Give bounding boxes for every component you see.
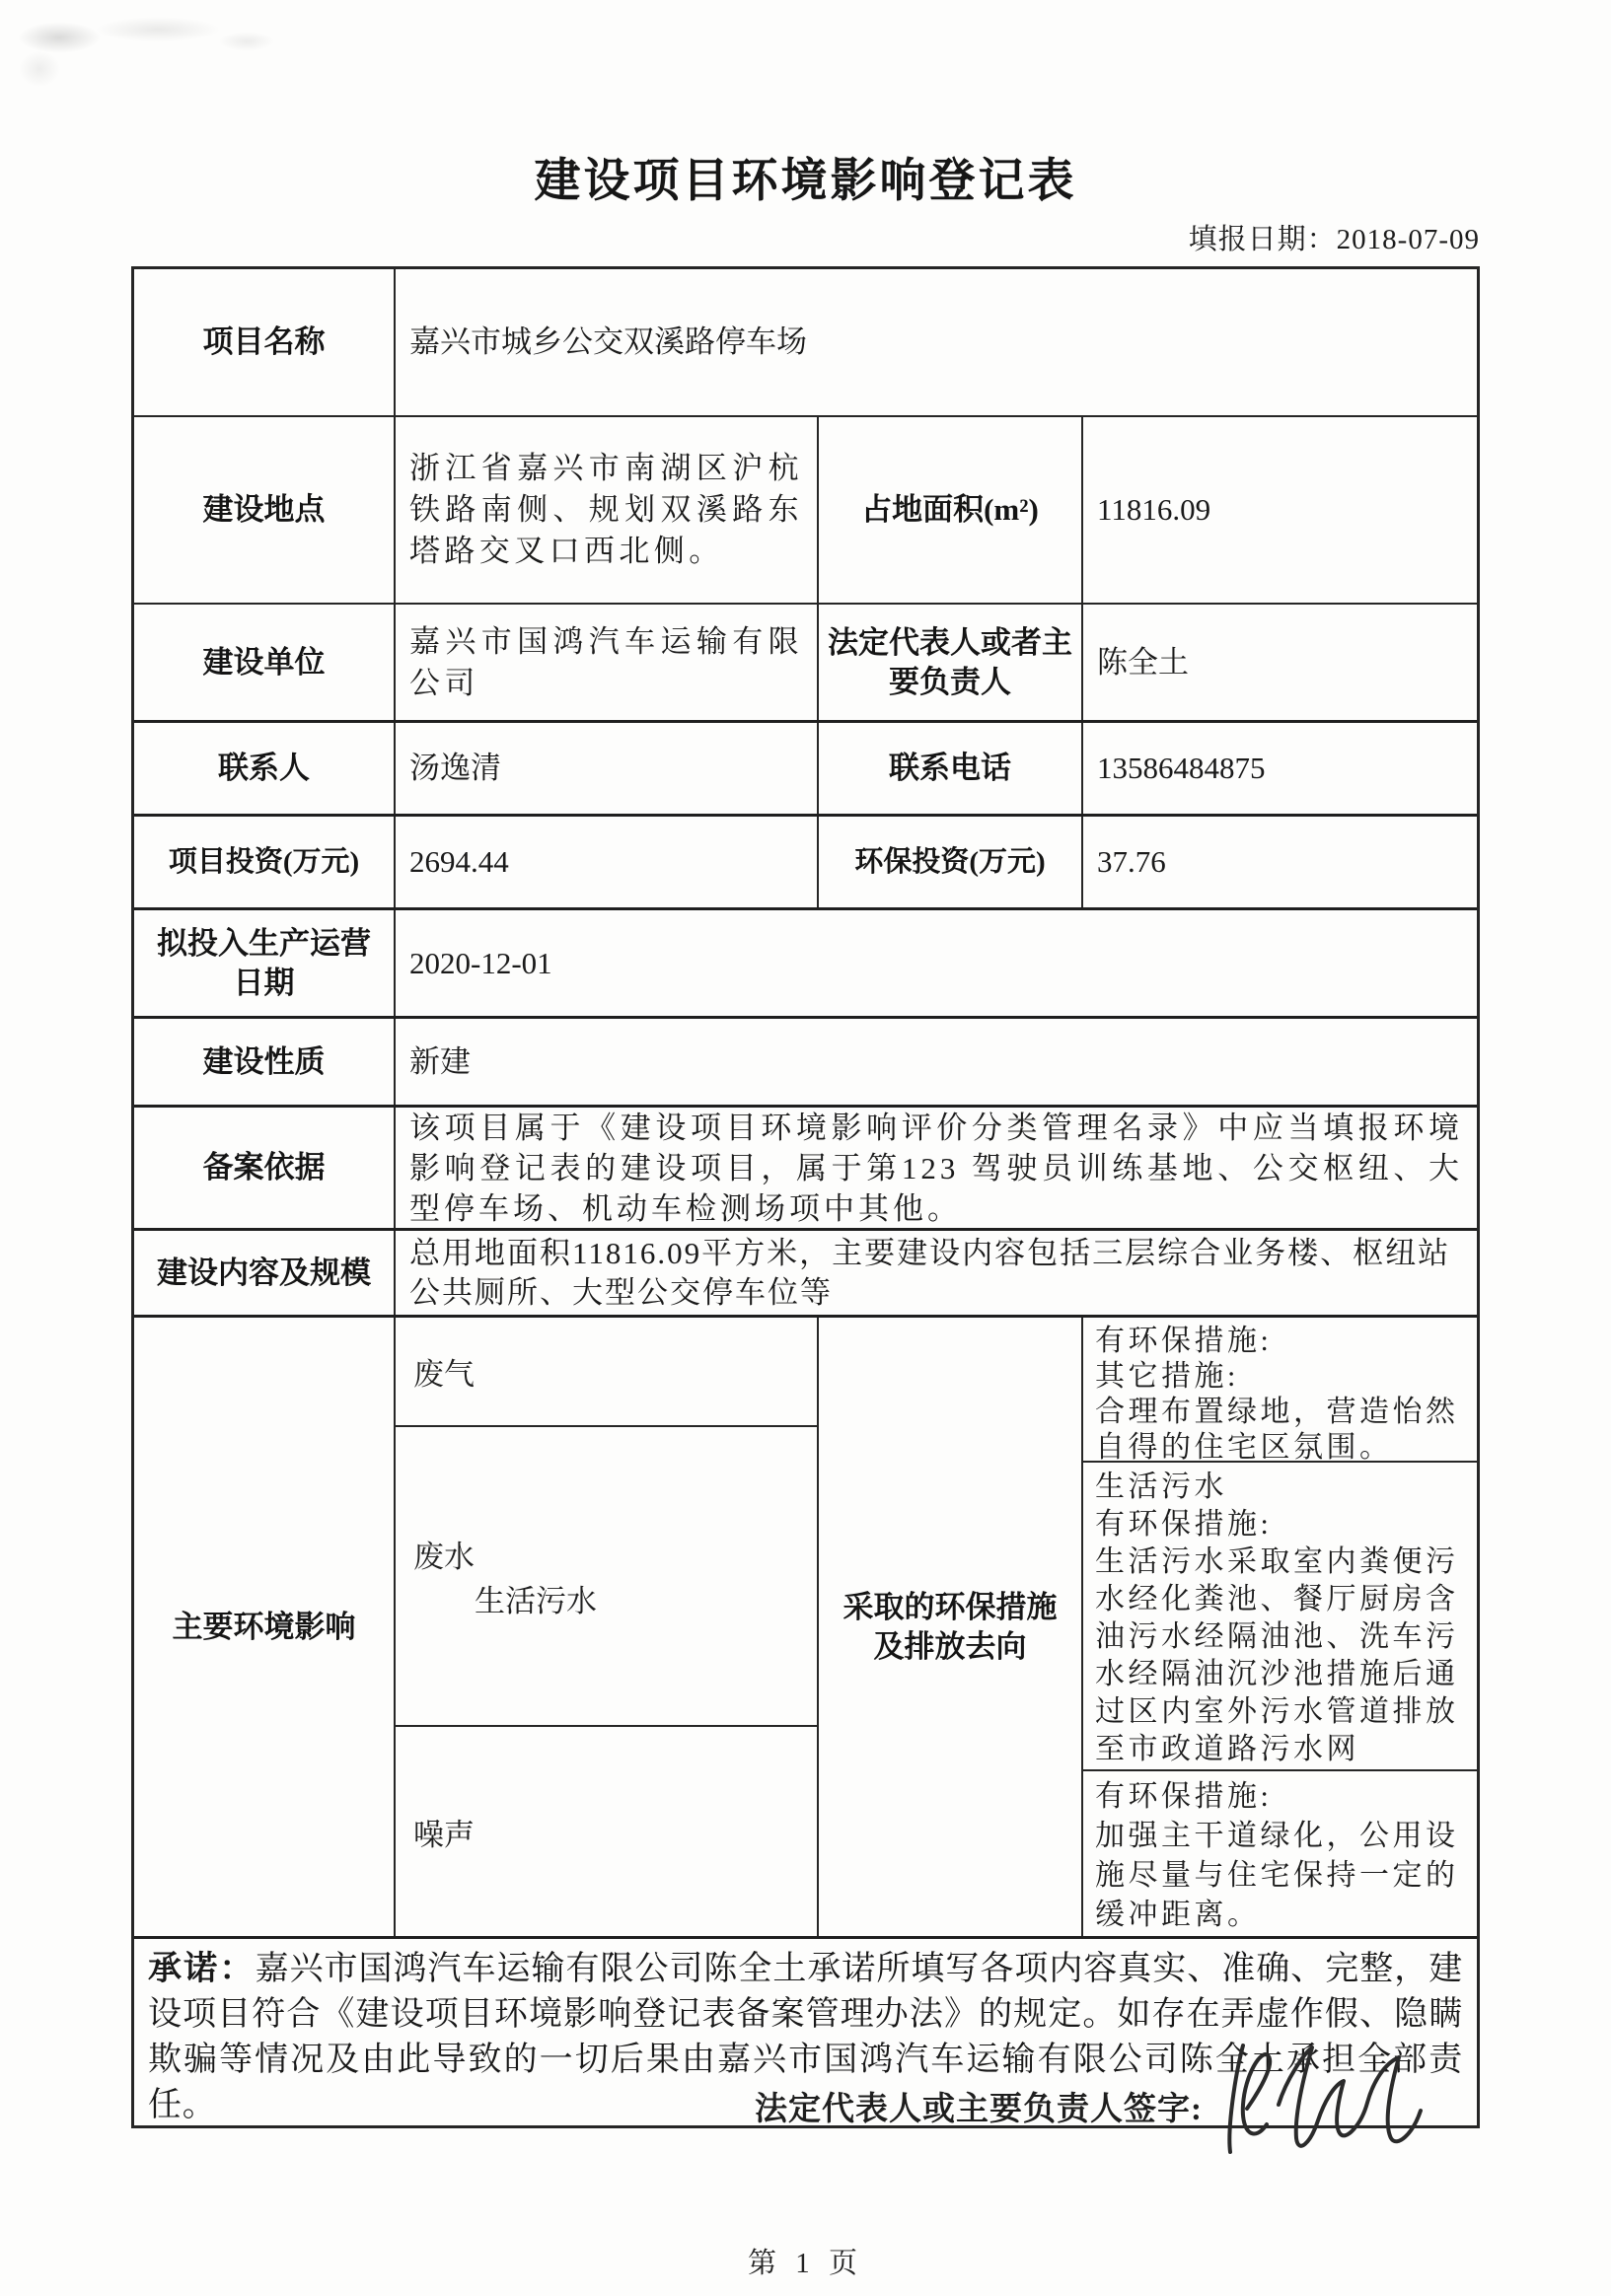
row-construction-nature (134, 1019, 1477, 1108)
noise-measures-cell (1083, 1771, 1477, 1936)
env-impact-label: 主要环境影响 (134, 1318, 396, 1936)
gas-measures-line3: 合理布置绿地，营造怡然自得的住宅区氛围。 (1095, 1396, 1459, 1464)
scan-smudge-artifact (0, 0, 414, 148)
form-title: 建设项目环境影响登记表 (534, 156, 1077, 207)
project-investment-value: 2694.44 (396, 817, 819, 907)
construction-nature-value: 新建 (409, 1043, 471, 1079)
land-area-label: 占地面积(m²) (819, 417, 1083, 603)
content-scale-value: 总用地面积11816.09平方米，主要建设内容包括三层综合业务楼、枢纽站公共厕所、大型公交停车位等 (409, 1235, 1451, 1310)
measures-column (1083, 1318, 1477, 1936)
noise-measures-line2: 加强主干道绿化，公用设施尽量与住宅保持一定的缓冲距离。 (1095, 1820, 1459, 1932)
env-type-noise: 噪声 (413, 1817, 475, 1852)
env-type-water: 废水 (413, 1540, 475, 1575)
location-label: 建设地点 (134, 417, 396, 603)
measures-header-line2: 及排放去向 (873, 1628, 1027, 1664)
operation-date-value: 2020-12-01 (409, 945, 552, 980)
legal-rep-label: 法定代表人或者主要负责人 (819, 605, 1083, 720)
env-impact-types-column (396, 1318, 819, 1936)
gas-measures-line2: 其它措施: (1095, 1360, 1239, 1393)
noise-measures-line1: 有环保措施: (1095, 1780, 1273, 1814)
row-filing-basis (134, 1108, 1477, 1231)
gas-measures-cell (1083, 1318, 1477, 1463)
env-investment-label: 环保投资(万元) (819, 817, 1083, 907)
filing-basis-value: 该项目属于《建设项目环境影响评价分类管理名录》中应当填报环境影响登记表的建设项目，属于第123 驾驶员训练基地、公交枢纽、大型停车场、机动车检测场项中其他。 (409, 1110, 1463, 1226)
construction-unit-value: 嘉兴市国鸿汽车运输有限公司 (396, 605, 819, 720)
env-type-water-cell (396, 1427, 817, 1727)
contact-phone-value: 13586484875 (1097, 751, 1266, 785)
commitment-body: 嘉兴市国鸿汽车运输有限公司陈全土承诺所填写各项内容真实、准确、完整，建设项目符合《建设项目环境影响登记表备案管理办法》的规定。如存在弄虚作假、隐瞒欺骗等情况及由此导致的一切后果由嘉兴市国鸿汽车运输有限公司陈全土承担全部责任。 (148, 1951, 1464, 2123)
row-project-name (134, 269, 1477, 417)
fill-date-value: 2018-07-09 (1336, 224, 1480, 255)
water-measures-line2: 有环保措施: (1095, 1508, 1273, 1541)
fill-date-line (131, 217, 1480, 257)
contact-person-value: 汤逸清 (396, 723, 819, 814)
contact-person-label: 联系人 (134, 723, 396, 814)
row-contact (134, 723, 1477, 817)
signature-label: 法定代表人或主要负责人签字: (755, 2092, 1203, 2127)
registration-table (131, 266, 1480, 2128)
legal-rep-value: 陈全土 (1097, 644, 1189, 680)
env-type-water-sub: 生活污水 (475, 1584, 597, 1619)
env-type-gas: 废气 (413, 1357, 475, 1393)
contact-phone-label: 联系电话 (819, 723, 1083, 814)
env-type-noise-cell (396, 1727, 817, 1936)
row-operation-date (134, 910, 1477, 1019)
row-content-scale (134, 1231, 1477, 1318)
measures-header (819, 1318, 1083, 1936)
env-type-gas-cell (396, 1318, 817, 1427)
gas-measures-line1: 有环保措施: (1095, 1325, 1273, 1357)
project-investment-label: 项目投资(万元) (134, 817, 396, 907)
water-measures-line1: 生活污水 (1095, 1471, 1227, 1503)
row-location (134, 417, 1477, 605)
water-measures-line3: 生活污水采取室内粪便污水经化粪池、餐厅厨房含油污水经隔油池、洗车污水经隔油沉沙池措施后通过区内室外污水管道排放至市政道路污水网 (1095, 1545, 1459, 1765)
signature-handwriting (1215, 2034, 1432, 2182)
construction-nature-label: 建设性质 (134, 1019, 396, 1105)
fill-date-label: 填报日期： (1188, 224, 1337, 255)
commitment-label: 承诺： (148, 1951, 256, 1987)
measures-header-line1: 采取的环保措施 (842, 1589, 1058, 1624)
row-env-impact (134, 1318, 1477, 1939)
content-scale-label: 建设内容及规模 (134, 1231, 396, 1315)
land-area-value: 11816.09 (1097, 492, 1211, 527)
row-construction-unit (134, 605, 1477, 723)
operation-date-label: 拟投入生产运营日期 (134, 910, 396, 1016)
filing-basis-label: 备案依据 (134, 1108, 396, 1228)
env-investment-value: 37.76 (1097, 844, 1166, 879)
location-value: 浙江省嘉兴市南湖区沪杭铁路南侧、规划双溪路东塔路交叉口西北侧。 (396, 417, 819, 603)
construction-unit-label: 建设单位 (134, 605, 396, 720)
project-name-value: 嘉兴市城乡公交双溪路停车场 (409, 324, 807, 359)
page-number: 第 1 页 (747, 2248, 863, 2279)
project-name-label: 项目名称 (134, 269, 396, 415)
row-investment (134, 817, 1477, 910)
water-measures-cell (1083, 1463, 1477, 1771)
